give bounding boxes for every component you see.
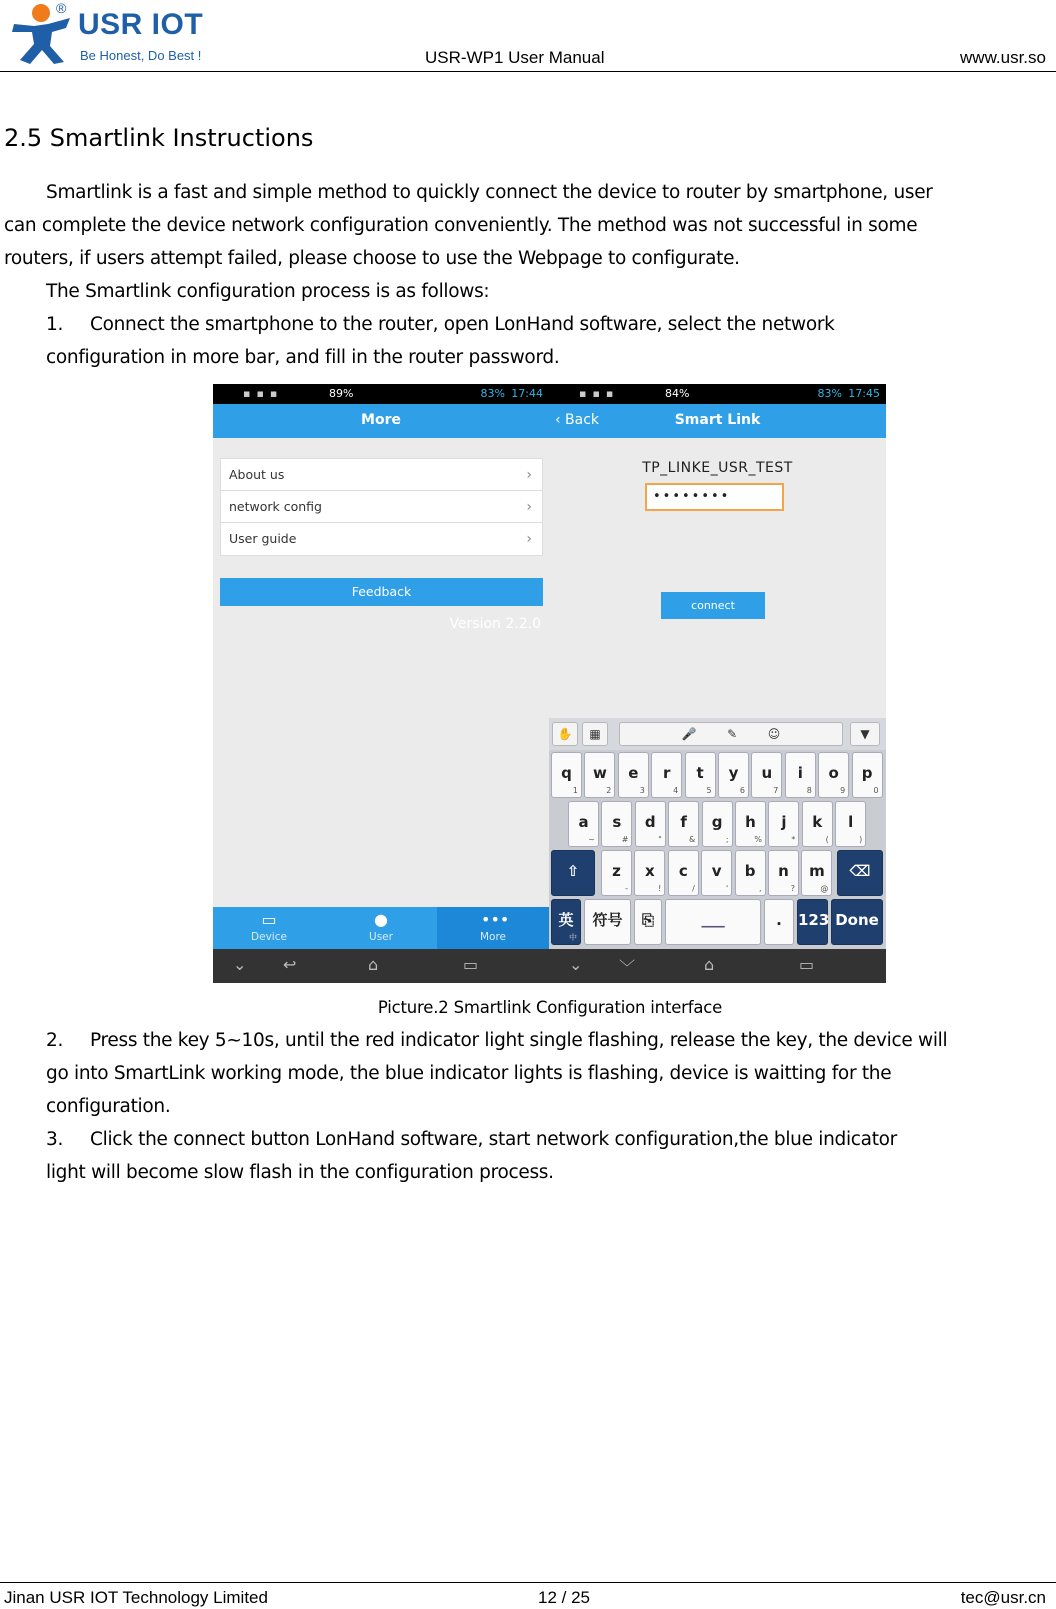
key-secondary-label: 2 [606,786,612,795]
key-secondary-label: 0 [873,786,879,795]
step-text: Click the connect button LonHand software, start network configuration,the blue indicator [90,1129,897,1150]
key-label: c [678,862,688,880]
space-key[interactable] [665,899,761,945]
status-bar [549,384,886,404]
user-icon: ● [374,910,388,929]
key-secondary-label: / [692,884,695,893]
step-text: Press the key 5~10s, until the red indicator light single flashing, release the key, the device will [90,1030,948,1051]
key-label: s [612,813,622,831]
key-label: e [628,764,639,782]
key-secondary-label: 5 [706,786,712,795]
numbers-key[interactable] [797,899,828,945]
battery-level: 89% [329,387,354,400]
key-secondary-label: 6 [739,786,745,795]
header-website: www.usr.so [960,48,1046,67]
key-secondary-label: - [625,884,628,893]
key-label: 符号 [592,911,623,929]
android-nav-bar [549,949,886,983]
key-label: 英 [558,911,574,929]
screen-title: More [361,412,401,428]
signal-percent: 83% [480,387,505,400]
key-v[interactable] [701,850,732,896]
key-label: k [812,813,823,831]
smartlink-screenshot-figure [213,384,886,983]
language-key[interactable] [551,899,581,945]
keyboard-toolbar [549,718,886,750]
router-password-input[interactable]: •••••••• [645,483,784,511]
key-j[interactable] [768,801,799,847]
key-secondary-label: 4 [673,786,679,795]
battery-level: 84% [665,387,690,400]
key-secondary-label: 8 [806,786,812,795]
key-label: i [797,764,803,782]
key-p[interactable] [852,752,883,798]
connect-button[interactable]: connect [661,592,765,619]
key-label: o [828,764,839,782]
usr-iot-logo [8,2,218,68]
done-key[interactable] [831,899,883,945]
document-title: USR-WP1 User Manual [425,48,605,67]
key-q[interactable] [551,752,582,798]
app-title-bar [213,404,549,438]
key-r[interactable] [651,752,682,798]
step-3-continued: light will become slow flash in the configuration process. [46,1162,554,1183]
key-label: 123 [798,911,830,929]
tab-label: Device [251,931,287,943]
step-2-continued: go into SmartLink working mode, the blue indicator lights is flashing, device is waitting for the [46,1063,892,1084]
footer-company: Jinan USR IOT Technology Limited [4,1588,268,1607]
smart-link-screen [549,384,886,983]
keyboard-layout-icon[interactable]: ▦ [582,722,608,746]
menu-item-network-config[interactable] [221,491,542,523]
clock: 17:44 [511,387,543,400]
chevron-right-icon: › [526,467,532,483]
key-label: m [809,862,825,880]
back-button[interactable]: ‹ Back [555,412,600,428]
key-label: n [778,862,789,880]
key-secondary-label: " [658,835,662,844]
recent-apps-icon[interactable]: ▭ [463,955,479,974]
step-number: 3. [46,1129,64,1150]
key-label: h [745,813,756,831]
step-text: Connect the smartphone to the router, open LonHand software, select the network [90,314,835,335]
step-number: 2. [46,1030,64,1051]
key-secondary-label: 7 [773,786,779,795]
key-secondary-label: % [754,835,762,844]
menu-item-label: User guide [229,531,297,546]
key-label: r [662,764,671,782]
android-nav-bar [213,949,549,983]
logo-brand-text: USR IOT [78,8,204,41]
key-a[interactable] [568,801,599,847]
screen-title: Smart Link [674,412,761,428]
key-label: d [644,813,656,831]
key-secondary-label: , [759,884,762,893]
key-l[interactable] [835,801,866,847]
hide-keyboard-icon[interactable]: ▼ [850,722,880,746]
tab-user[interactable] [325,907,437,949]
recent-apps-icon[interactable]: ▭ [799,955,815,974]
key-secondary-label: 9 [840,786,846,795]
status-bar [213,384,549,404]
device-icon: ▭ [261,910,277,929]
key-b[interactable] [735,850,766,896]
page-header [0,0,1056,72]
key-label: Done [835,911,879,929]
key-secondary-label: 中 [569,933,577,942]
tab-label: User [369,931,393,943]
key-label: x [645,862,655,880]
paragraph-line: can complete the device network configuration conveniently. The method was not successful in some [4,215,918,236]
key-n[interactable] [768,850,799,896]
step-3 [46,1129,897,1150]
key-label: z [612,862,621,880]
key-label: f [680,813,687,831]
menu-item-label: About us [229,467,285,482]
logo-tagline: Be Honest, Do Best ! [80,48,202,63]
key-secondary-label: ? [790,884,795,893]
registered-mark: ® [56,0,67,16]
step-1 [46,314,835,335]
app-title-bar [549,404,886,438]
notification-icons: ▪▪▪ [243,387,284,400]
key-e[interactable] [618,752,649,798]
key-h[interactable] [735,801,766,847]
chevron-right-icon: › [526,499,532,515]
page-number: 12 / 25 [538,1588,590,1607]
key-s[interactable] [601,801,632,847]
key-label: p [861,764,873,782]
key-t[interactable] [685,752,716,798]
key-y[interactable] [718,752,749,798]
section-heading: 2.5 Smartlink Instructions [4,124,314,152]
backspace-key[interactable]: ⌫ [837,850,883,896]
wifi-ssid-label: TP_LINKE_USR_TEST [642,460,793,476]
key-c[interactable] [668,850,699,896]
key-secondary-label: ) [859,835,863,844]
version-label: Version 2.2.0 [449,616,541,632]
clock: 17:45 [848,387,880,400]
tab-label: More [479,931,507,943]
figure-caption: Picture.2 Smartlink Configuration interface [377,998,723,1017]
key-label: l [848,813,854,831]
feedback-button[interactable]: Feedback [220,578,543,606]
notification-icons: ▪▪▪ [579,387,620,400]
key-secondary-label: ; [725,835,729,844]
key-label: g [711,813,723,831]
shift-key[interactable]: ⇧ [551,850,595,896]
key-secondary-label: # [621,835,629,844]
key-secondary-label: 3 [639,786,645,795]
keyboard-tools-strip[interactable]: 🎤 ✎ ☺ [619,722,843,746]
back-icon[interactable]: ↩ [283,955,297,974]
chevron-down-icon[interactable]: ⌄ [569,955,583,974]
footer-email: tec@usr.cn [960,1588,1046,1607]
key-label: w [592,764,607,782]
key-label: a [578,813,589,831]
key-label: t [696,764,704,782]
step-2-continued: configuration. [46,1096,171,1117]
key-f[interactable] [668,801,699,847]
home-icon[interactable]: ⌂ [704,955,715,974]
key-u[interactable] [751,752,782,798]
key-w[interactable] [584,752,615,798]
key-secondary-label: ' [725,884,729,893]
tab-more[interactable] [437,907,549,949]
key-o[interactable] [818,752,849,798]
home-icon[interactable]: ⌂ [368,955,379,974]
tab-device[interactable] [213,907,325,949]
key-label: q [561,764,572,782]
soft-keyboard [549,750,886,950]
key-d[interactable] [635,801,666,847]
signal-percent: 83% [817,387,842,400]
step-1-continued: configuration in more bar, and fill in the router password. [46,347,560,368]
more-screen [213,384,549,983]
period-key[interactable] [764,899,794,945]
key-secondary-label: ! [658,884,662,893]
key-secondary-label: & [688,835,696,844]
key-label: j [781,813,787,831]
key-secondary-label: * [791,835,796,844]
key-z[interactable] [601,850,632,896]
key-label: . [776,911,782,929]
symbols-key[interactable] [584,899,631,945]
more-menu-list [220,458,543,556]
key-x[interactable] [634,850,665,896]
bottom-tab-bar [213,907,549,949]
hide-keyboard-nav-icon[interactable]: ﹀ [619,958,636,977]
step-number: 1. [46,314,64,335]
key-secondary-label: @ [820,884,829,893]
key-g[interactable] [702,801,733,847]
paragraph-line: routers, if users attempt failed, please choose to use the Webpage to configurate. [4,248,740,269]
key-secondary-label: ( [825,835,829,844]
step-2 [46,1030,947,1051]
menu-item-user-guide[interactable] [221,523,542,555]
paragraph-line: Smartlink is a fast and simple method to quickly connect the device to router by smartphone, user [46,182,933,203]
menu-item-about-us[interactable] [221,459,542,491]
key-m[interactable] [801,850,832,896]
more-dots-icon: ••• [481,910,510,929]
key-i[interactable] [785,752,816,798]
input-switch-key[interactable]: ⎘ [634,899,662,945]
page-footer [0,1582,1056,1609]
key-label: v [711,862,722,880]
key-k[interactable] [802,801,833,847]
key-secondary-label: ~ [588,835,595,844]
key-label: b [744,862,756,880]
chevron-down-icon[interactable]: ⌄ [233,955,247,974]
paragraph-line: The Smartlink configuration process is as follows: [46,281,490,302]
handwriting-icon[interactable]: ✋ [552,722,578,746]
chevron-right-icon: › [526,531,532,547]
menu-item-label: network config [229,499,322,514]
key-secondary-label: 1 [572,786,578,795]
space-bar-icon: ▁▁▁ [701,917,725,928]
key-label: u [761,764,773,782]
key-label: y [728,764,739,782]
